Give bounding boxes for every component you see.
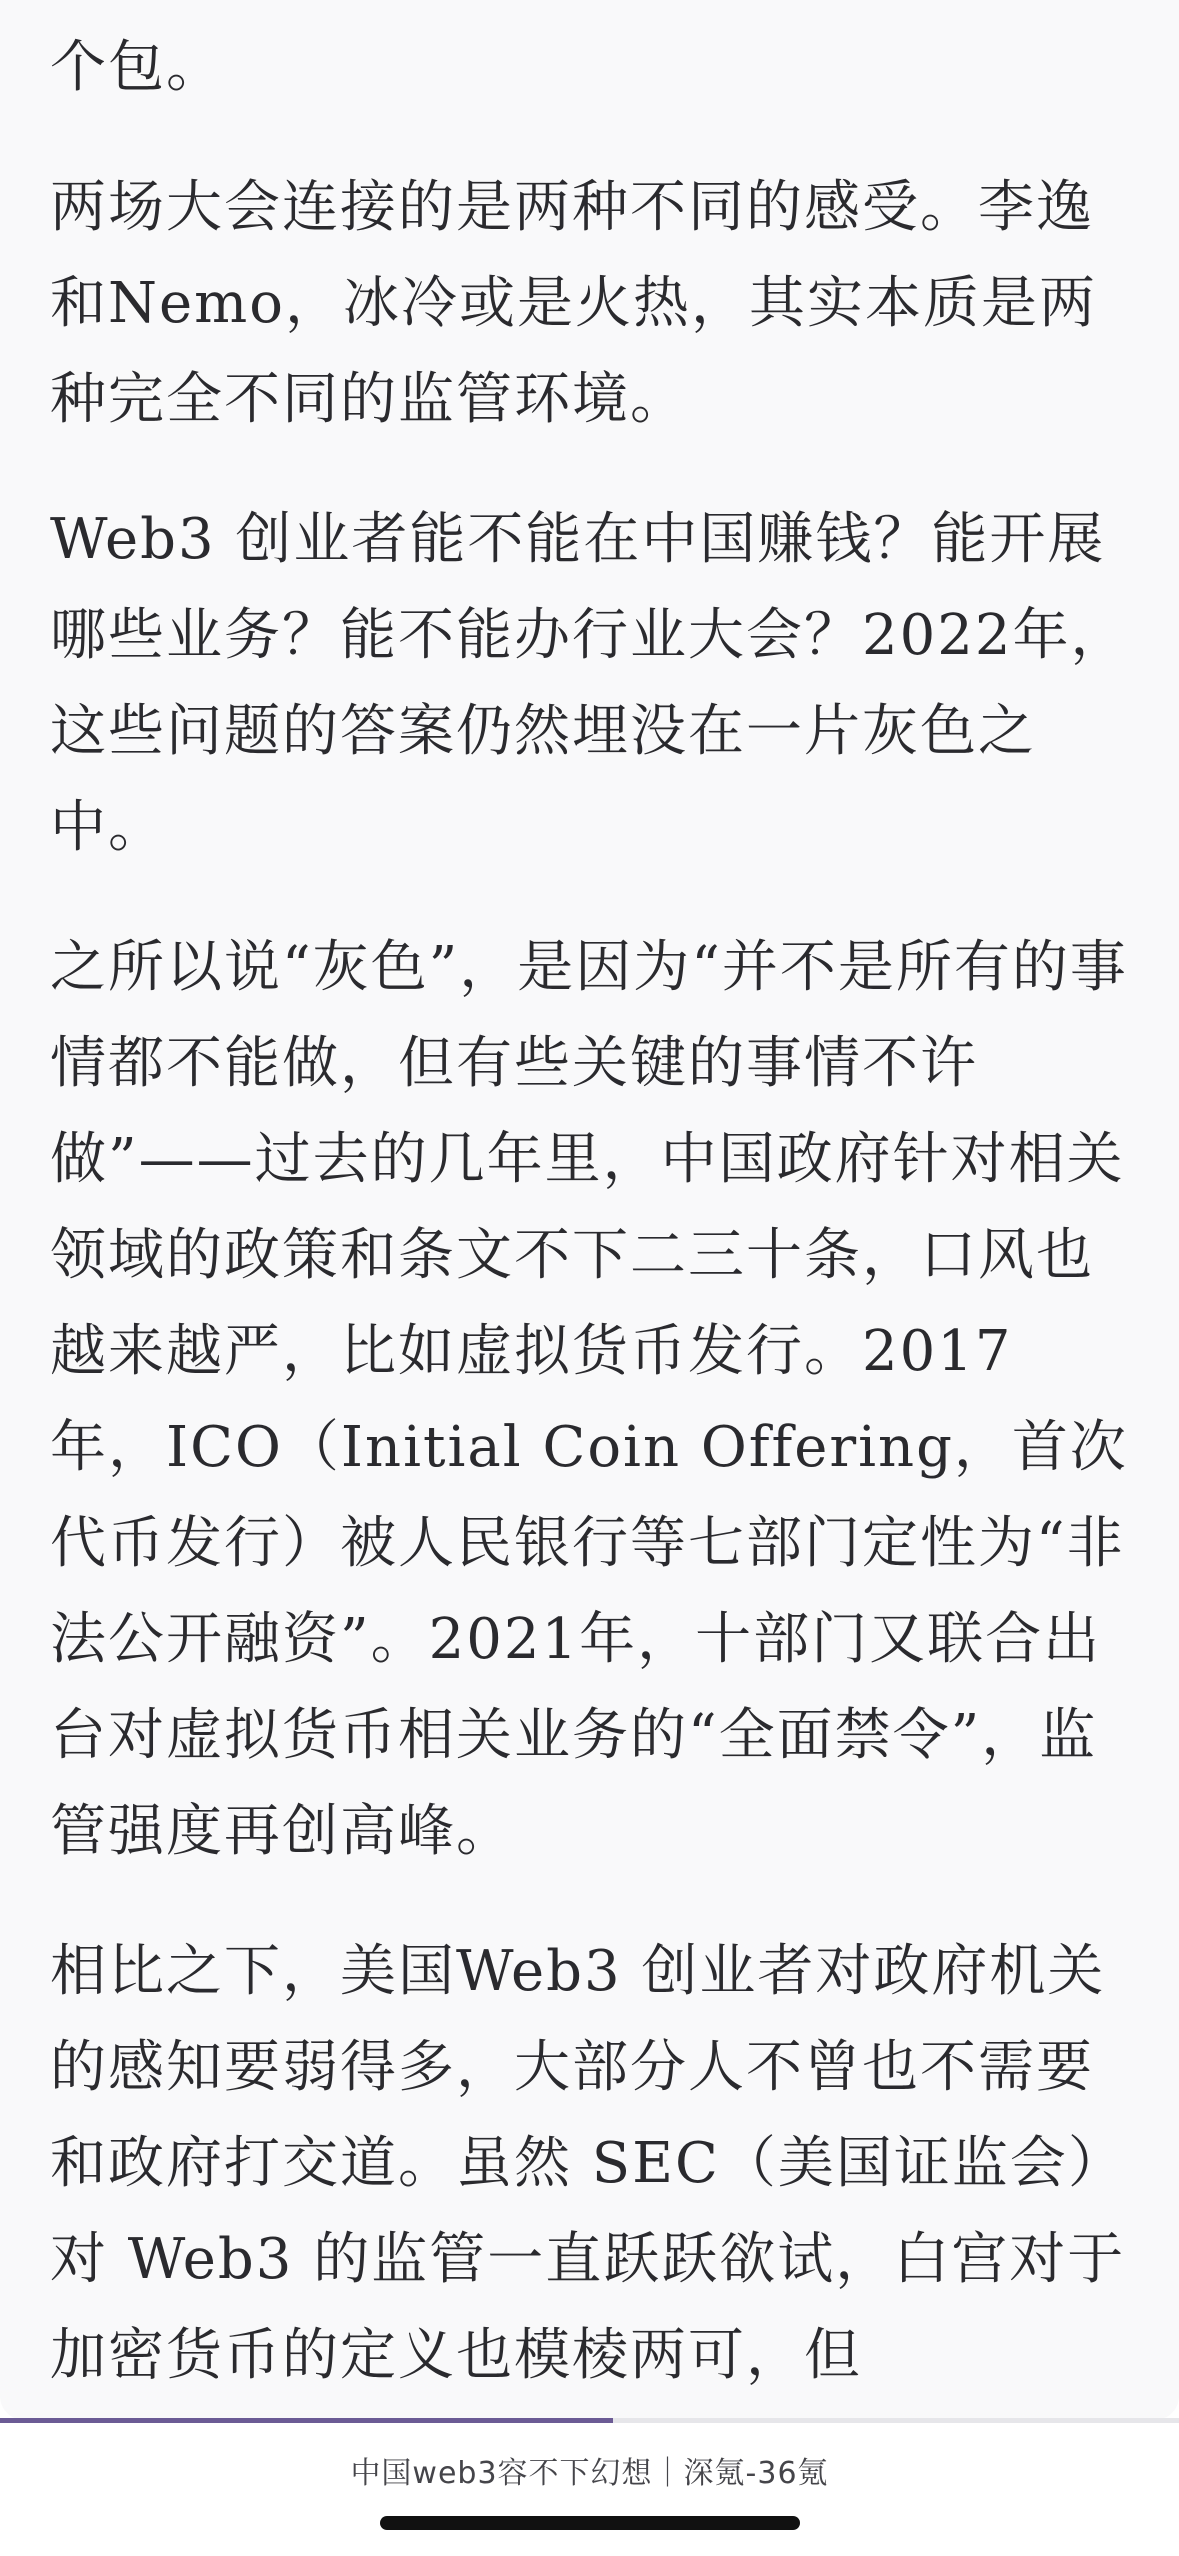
page-title[interactable]: 中国web3容不下幻想｜深氪-36氪 xyxy=(350,2456,829,2491)
reading-progress-bar xyxy=(0,2418,1179,2423)
article-paragraph-1: 个包。 xyxy=(50,35,224,100)
article-paragraph-2: 两场大会连接的是两种不同的感受。李逸和Nemo，冰冷或是火热，其实本质是两种完全不同的监管环境。 xyxy=(50,175,1097,432)
article-paragraph-3: Web3 创业者能不能在中国赚钱？能开展哪些业务？能不能办行业大会？2022年，这些问题的答案仍然埋没在一片灰色之中。 xyxy=(50,507,1129,860)
home-indicator[interactable] xyxy=(380,2516,800,2530)
article-paragraph-5: 相比之下，美国Web3 创业者对政府机关的感知要弱得多，大部分人不曾也不需要和政府打交道。虽然 SEC（美国证监会）对 Web3 的监管一直跃跃欲试，白宫对于加密货币的定义也模棱两可，但 xyxy=(50,1939,1126,2388)
article-paragraph-4: 之所以说“灰色”，是因为“并不是所有的事情都不能做，但有些关键的事情不许做”——过去的几年里，中国政府针对相关领域的政策和条文不下二三十条，口风也越来越严，比如虚拟货币发行。2017 年，ICO（Initial Coin Offering，首次代币发行）被人民银行等七部门定性为“非法公开融资”。2021年，十部门又联合出台对虚拟货币相关业务的“全面禁令”，监管强度再创高峰。 xyxy=(50,935,1128,1864)
article-body[interactable] xyxy=(50,20,1130,2420)
reading-progress-fill xyxy=(0,2418,613,2423)
